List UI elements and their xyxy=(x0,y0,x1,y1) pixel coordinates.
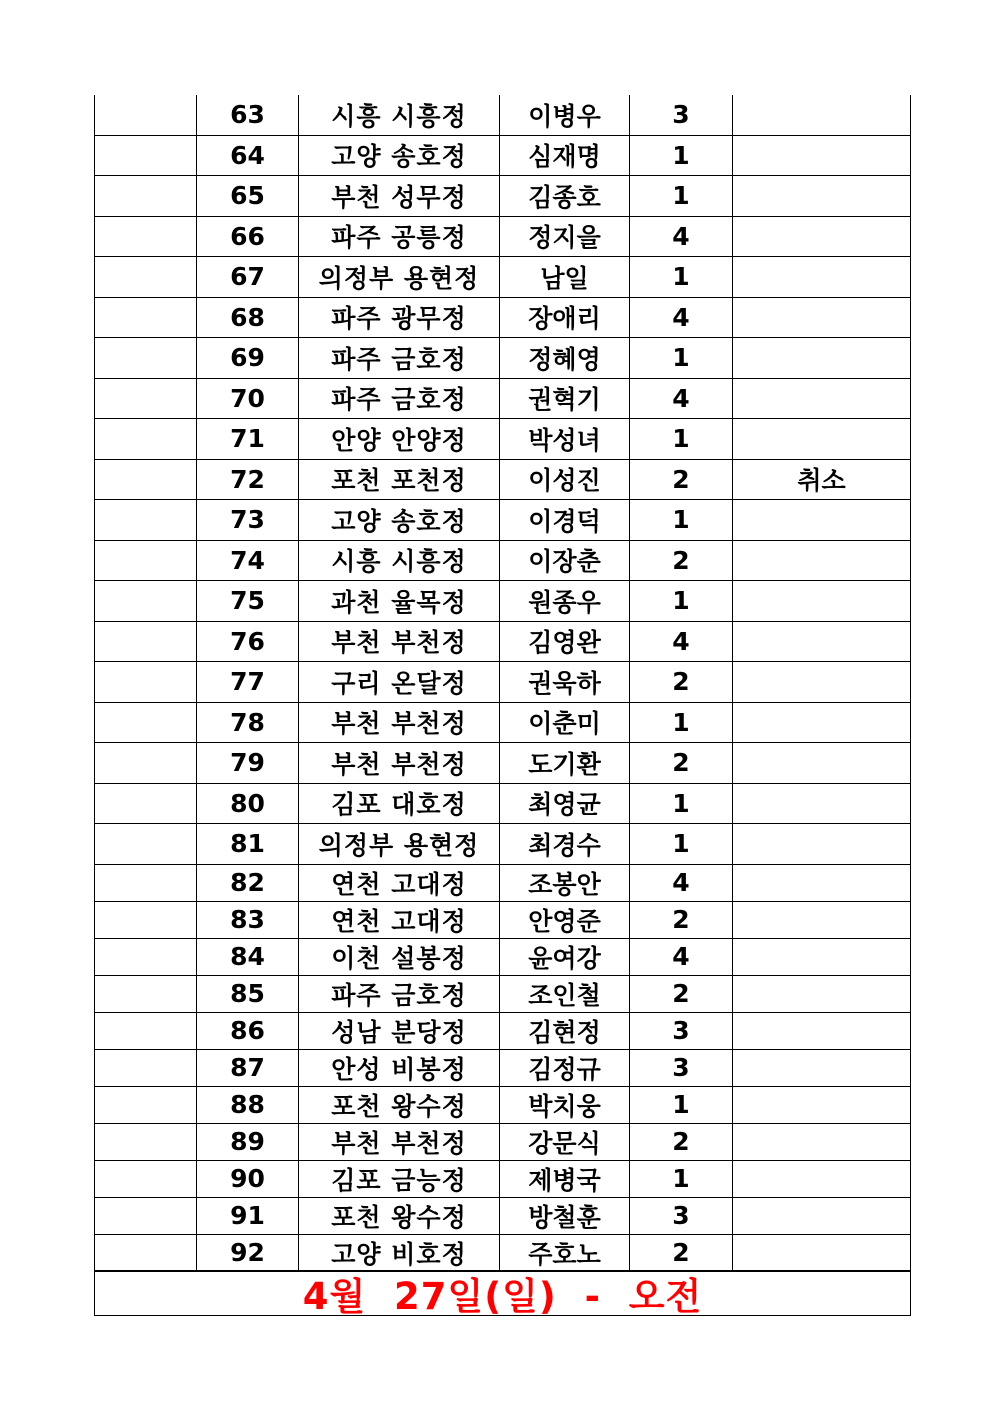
note-cell xyxy=(733,257,911,298)
entry-count: 1 xyxy=(630,419,733,460)
entry-count: 3 xyxy=(630,1049,733,1086)
note-cell xyxy=(733,540,911,581)
entry-count: 1 xyxy=(630,581,733,622)
blank-cell xyxy=(95,581,197,622)
club-name: 김포 금능정 xyxy=(299,1160,500,1197)
archer-name: 김영완 xyxy=(500,621,630,662)
blank-cell xyxy=(95,135,197,176)
blank-cell xyxy=(95,500,197,541)
table-row xyxy=(95,419,911,460)
blank-cell xyxy=(95,1012,197,1049)
note-cell xyxy=(733,581,911,622)
club-name: 과천 율목정 xyxy=(299,581,500,622)
entry-count: 4 xyxy=(630,378,733,419)
table-row xyxy=(95,975,911,1012)
entry-number: 67 xyxy=(197,257,299,298)
blank-cell xyxy=(95,743,197,784)
entry-count: 2 xyxy=(630,540,733,581)
club-name: 시흥 시흥정 xyxy=(299,95,500,135)
entry-number: 69 xyxy=(197,338,299,379)
archer-name: 이장춘 xyxy=(500,540,630,581)
club-name: 의정부 용현정 xyxy=(299,257,500,298)
blank-cell xyxy=(95,1123,197,1160)
entry-count: 2 xyxy=(630,901,733,938)
archer-name: 최영균 xyxy=(500,783,630,824)
note-cell xyxy=(733,95,911,135)
club-name: 연천 고대정 xyxy=(299,864,500,901)
archer-name: 강문식 xyxy=(500,1123,630,1160)
archer-name: 정혜영 xyxy=(500,338,630,379)
note-cell xyxy=(733,297,911,338)
archer-name: 주호노 xyxy=(500,1234,630,1271)
entry-number: 63 xyxy=(197,95,299,135)
entry-number: 86 xyxy=(197,1012,299,1049)
club-name: 김포 대호정 xyxy=(299,783,500,824)
archer-name: 제병국 xyxy=(500,1160,630,1197)
note-cell xyxy=(733,743,911,784)
entry-count: 2 xyxy=(630,743,733,784)
entry-number: 90 xyxy=(197,1160,299,1197)
blank-cell xyxy=(95,864,197,901)
note-cell xyxy=(733,338,911,379)
entry-number: 85 xyxy=(197,975,299,1012)
entry-count: 1 xyxy=(630,257,733,298)
archer-name: 조봉안 xyxy=(500,864,630,901)
entry-number: 88 xyxy=(197,1086,299,1123)
table-row xyxy=(95,938,911,975)
club-name: 파주 금호정 xyxy=(299,975,500,1012)
blank-cell xyxy=(95,540,197,581)
table-row xyxy=(95,1123,911,1160)
entry-count: 1 xyxy=(630,1160,733,1197)
entry-count: 2 xyxy=(630,1234,733,1271)
archer-name: 권욱하 xyxy=(500,662,630,703)
club-name: 부천 부천정 xyxy=(299,702,500,743)
blank-cell xyxy=(95,1049,197,1086)
archer-name: 조인철 xyxy=(500,975,630,1012)
note-cell xyxy=(733,216,911,257)
table-row xyxy=(95,662,911,703)
note-cell xyxy=(733,975,911,1012)
club-name: 시흥 시흥정 xyxy=(299,540,500,581)
archer-name: 정지을 xyxy=(500,216,630,257)
archer-name: 박성녀 xyxy=(500,419,630,460)
club-name: 부천 부천정 xyxy=(299,743,500,784)
note-cell xyxy=(733,135,911,176)
note-cell xyxy=(733,378,911,419)
entry-count: 1 xyxy=(630,176,733,217)
blank-cell xyxy=(95,216,197,257)
note-cell: 취소 xyxy=(733,459,911,500)
entry-number: 75 xyxy=(197,581,299,622)
archer-name: 권혁기 xyxy=(500,378,630,419)
roster-body xyxy=(95,95,911,1271)
entry-number: 68 xyxy=(197,297,299,338)
club-name: 파주 금호정 xyxy=(299,338,500,379)
entry-number: 72 xyxy=(197,459,299,500)
table-row xyxy=(95,621,911,662)
archer-name: 안영준 xyxy=(500,901,630,938)
blank-cell xyxy=(95,1234,197,1271)
entry-count: 4 xyxy=(630,216,733,257)
table-row xyxy=(95,1049,911,1086)
blank-cell xyxy=(95,378,197,419)
archer-name: 김정규 xyxy=(500,1049,630,1086)
table-row xyxy=(95,95,911,135)
note-cell xyxy=(733,176,911,217)
blank-cell xyxy=(95,95,197,135)
entry-count: 1 xyxy=(630,824,733,865)
entry-count: 2 xyxy=(630,975,733,1012)
entry-number: 70 xyxy=(197,378,299,419)
entry-count: 4 xyxy=(630,938,733,975)
entry-count: 4 xyxy=(630,864,733,901)
table-row xyxy=(95,1012,911,1049)
blank-cell xyxy=(95,1197,197,1234)
table-row xyxy=(95,1086,911,1123)
blank-cell xyxy=(95,901,197,938)
archer-name: 최경수 xyxy=(500,824,630,865)
blank-cell xyxy=(95,975,197,1012)
archer-name: 윤여강 xyxy=(500,938,630,975)
entry-number: 71 xyxy=(197,419,299,460)
entry-count: 3 xyxy=(630,95,733,135)
club-name: 연천 고대정 xyxy=(299,901,500,938)
entry-number: 77 xyxy=(197,662,299,703)
table-row xyxy=(95,540,911,581)
club-name: 부천 부천정 xyxy=(299,621,500,662)
table-row xyxy=(95,824,911,865)
club-name: 고양 비호정 xyxy=(299,1234,500,1271)
table-row xyxy=(95,1160,911,1197)
table-row xyxy=(95,1197,911,1234)
entry-count: 2 xyxy=(630,459,733,500)
entry-number: 89 xyxy=(197,1123,299,1160)
entry-count: 1 xyxy=(630,1086,733,1123)
note-cell xyxy=(733,419,911,460)
archer-name: 이경덕 xyxy=(500,500,630,541)
table-row xyxy=(95,702,911,743)
archer-name: 도기환 xyxy=(500,743,630,784)
archer-name: 김현정 xyxy=(500,1012,630,1049)
entry-number: 87 xyxy=(197,1049,299,1086)
club-name: 의정부 용현정 xyxy=(299,824,500,865)
club-name: 고양 송호정 xyxy=(299,500,500,541)
entry-number: 83 xyxy=(197,901,299,938)
club-name: 파주 광무정 xyxy=(299,297,500,338)
table-row xyxy=(95,901,911,938)
roster-table xyxy=(94,95,911,1272)
note-cell xyxy=(733,1160,911,1197)
archer-name: 김종호 xyxy=(500,176,630,217)
entry-count: 1 xyxy=(630,783,733,824)
note-cell xyxy=(733,1123,911,1160)
entry-count: 1 xyxy=(630,702,733,743)
table-row xyxy=(95,176,911,217)
table-row xyxy=(95,216,911,257)
entry-number: 65 xyxy=(197,176,299,217)
blank-cell xyxy=(95,257,197,298)
entry-count: 3 xyxy=(630,1197,733,1234)
blank-cell xyxy=(95,783,197,824)
blank-cell xyxy=(95,938,197,975)
archer-name: 방철훈 xyxy=(500,1197,630,1234)
club-name: 구리 온달정 xyxy=(299,662,500,703)
table-row xyxy=(95,135,911,176)
blank-cell xyxy=(95,1160,197,1197)
table-row xyxy=(95,581,911,622)
club-name: 안양 안양정 xyxy=(299,419,500,460)
entry-number: 78 xyxy=(197,702,299,743)
entry-number: 79 xyxy=(197,743,299,784)
note-cell xyxy=(733,824,911,865)
blank-cell xyxy=(95,338,197,379)
club-name: 부천 성무정 xyxy=(299,176,500,217)
blank-cell xyxy=(95,702,197,743)
archer-name: 박치웅 xyxy=(500,1086,630,1123)
club-name: 포천 포천정 xyxy=(299,459,500,500)
entry-count: 4 xyxy=(630,297,733,338)
note-cell xyxy=(733,1234,911,1271)
entry-number: 80 xyxy=(197,783,299,824)
archer-name: 이성진 xyxy=(500,459,630,500)
archer-name: 장애리 xyxy=(500,297,630,338)
entry-number: 92 xyxy=(197,1234,299,1271)
entry-count: 2 xyxy=(630,662,733,703)
entry-number: 91 xyxy=(197,1197,299,1234)
table-row xyxy=(95,378,911,419)
entry-number: 74 xyxy=(197,540,299,581)
note-cell xyxy=(733,938,911,975)
table-row xyxy=(95,500,911,541)
entry-number: 64 xyxy=(197,135,299,176)
club-name: 성남 분당정 xyxy=(299,1012,500,1049)
blank-cell xyxy=(95,1086,197,1123)
entry-count: 4 xyxy=(630,621,733,662)
note-cell xyxy=(733,901,911,938)
table-row xyxy=(95,459,911,500)
table-row xyxy=(95,257,911,298)
entry-number: 84 xyxy=(197,938,299,975)
note-cell xyxy=(733,864,911,901)
archer-name: 이춘미 xyxy=(500,702,630,743)
club-name: 파주 공릉정 xyxy=(299,216,500,257)
blank-cell xyxy=(95,459,197,500)
entry-count: 2 xyxy=(630,1123,733,1160)
archer-name: 이병우 xyxy=(500,95,630,135)
entry-count: 1 xyxy=(630,338,733,379)
entry-number: 76 xyxy=(197,621,299,662)
entry-number: 82 xyxy=(197,864,299,901)
club-name: 이천 설봉정 xyxy=(299,938,500,975)
entry-count: 1 xyxy=(630,500,733,541)
note-cell xyxy=(733,662,911,703)
note-cell xyxy=(733,783,911,824)
note-cell xyxy=(733,1049,911,1086)
blank-cell xyxy=(95,419,197,460)
note-cell xyxy=(733,1086,911,1123)
entry-count: 3 xyxy=(630,1012,733,1049)
club-name: 포천 왕수정 xyxy=(299,1197,500,1234)
note-cell xyxy=(733,500,911,541)
table-row xyxy=(95,783,911,824)
club-name: 포천 왕수정 xyxy=(299,1086,500,1123)
blank-cell xyxy=(95,176,197,217)
club-name: 고양 송호정 xyxy=(299,135,500,176)
club-name: 부천 부천정 xyxy=(299,1123,500,1160)
note-cell xyxy=(733,702,911,743)
entry-number: 66 xyxy=(197,216,299,257)
entry-count: 1 xyxy=(630,135,733,176)
archer-name: 심재명 xyxy=(500,135,630,176)
table-row xyxy=(95,743,911,784)
table-row xyxy=(95,297,911,338)
blank-cell xyxy=(95,662,197,703)
note-cell xyxy=(733,621,911,662)
archer-name: 남일 xyxy=(500,257,630,298)
club-name: 파주 금호정 xyxy=(299,378,500,419)
archer-name: 원종우 xyxy=(500,581,630,622)
note-cell xyxy=(733,1012,911,1049)
session-banner: 4월 27일(일) - 오전 xyxy=(94,1270,911,1316)
blank-cell xyxy=(95,621,197,662)
blank-cell xyxy=(95,824,197,865)
note-cell xyxy=(733,1197,911,1234)
club-name: 안성 비봉정 xyxy=(299,1049,500,1086)
table-row xyxy=(95,864,911,901)
table-row xyxy=(95,338,911,379)
entry-number: 73 xyxy=(197,500,299,541)
entry-number: 81 xyxy=(197,824,299,865)
blank-cell xyxy=(95,297,197,338)
